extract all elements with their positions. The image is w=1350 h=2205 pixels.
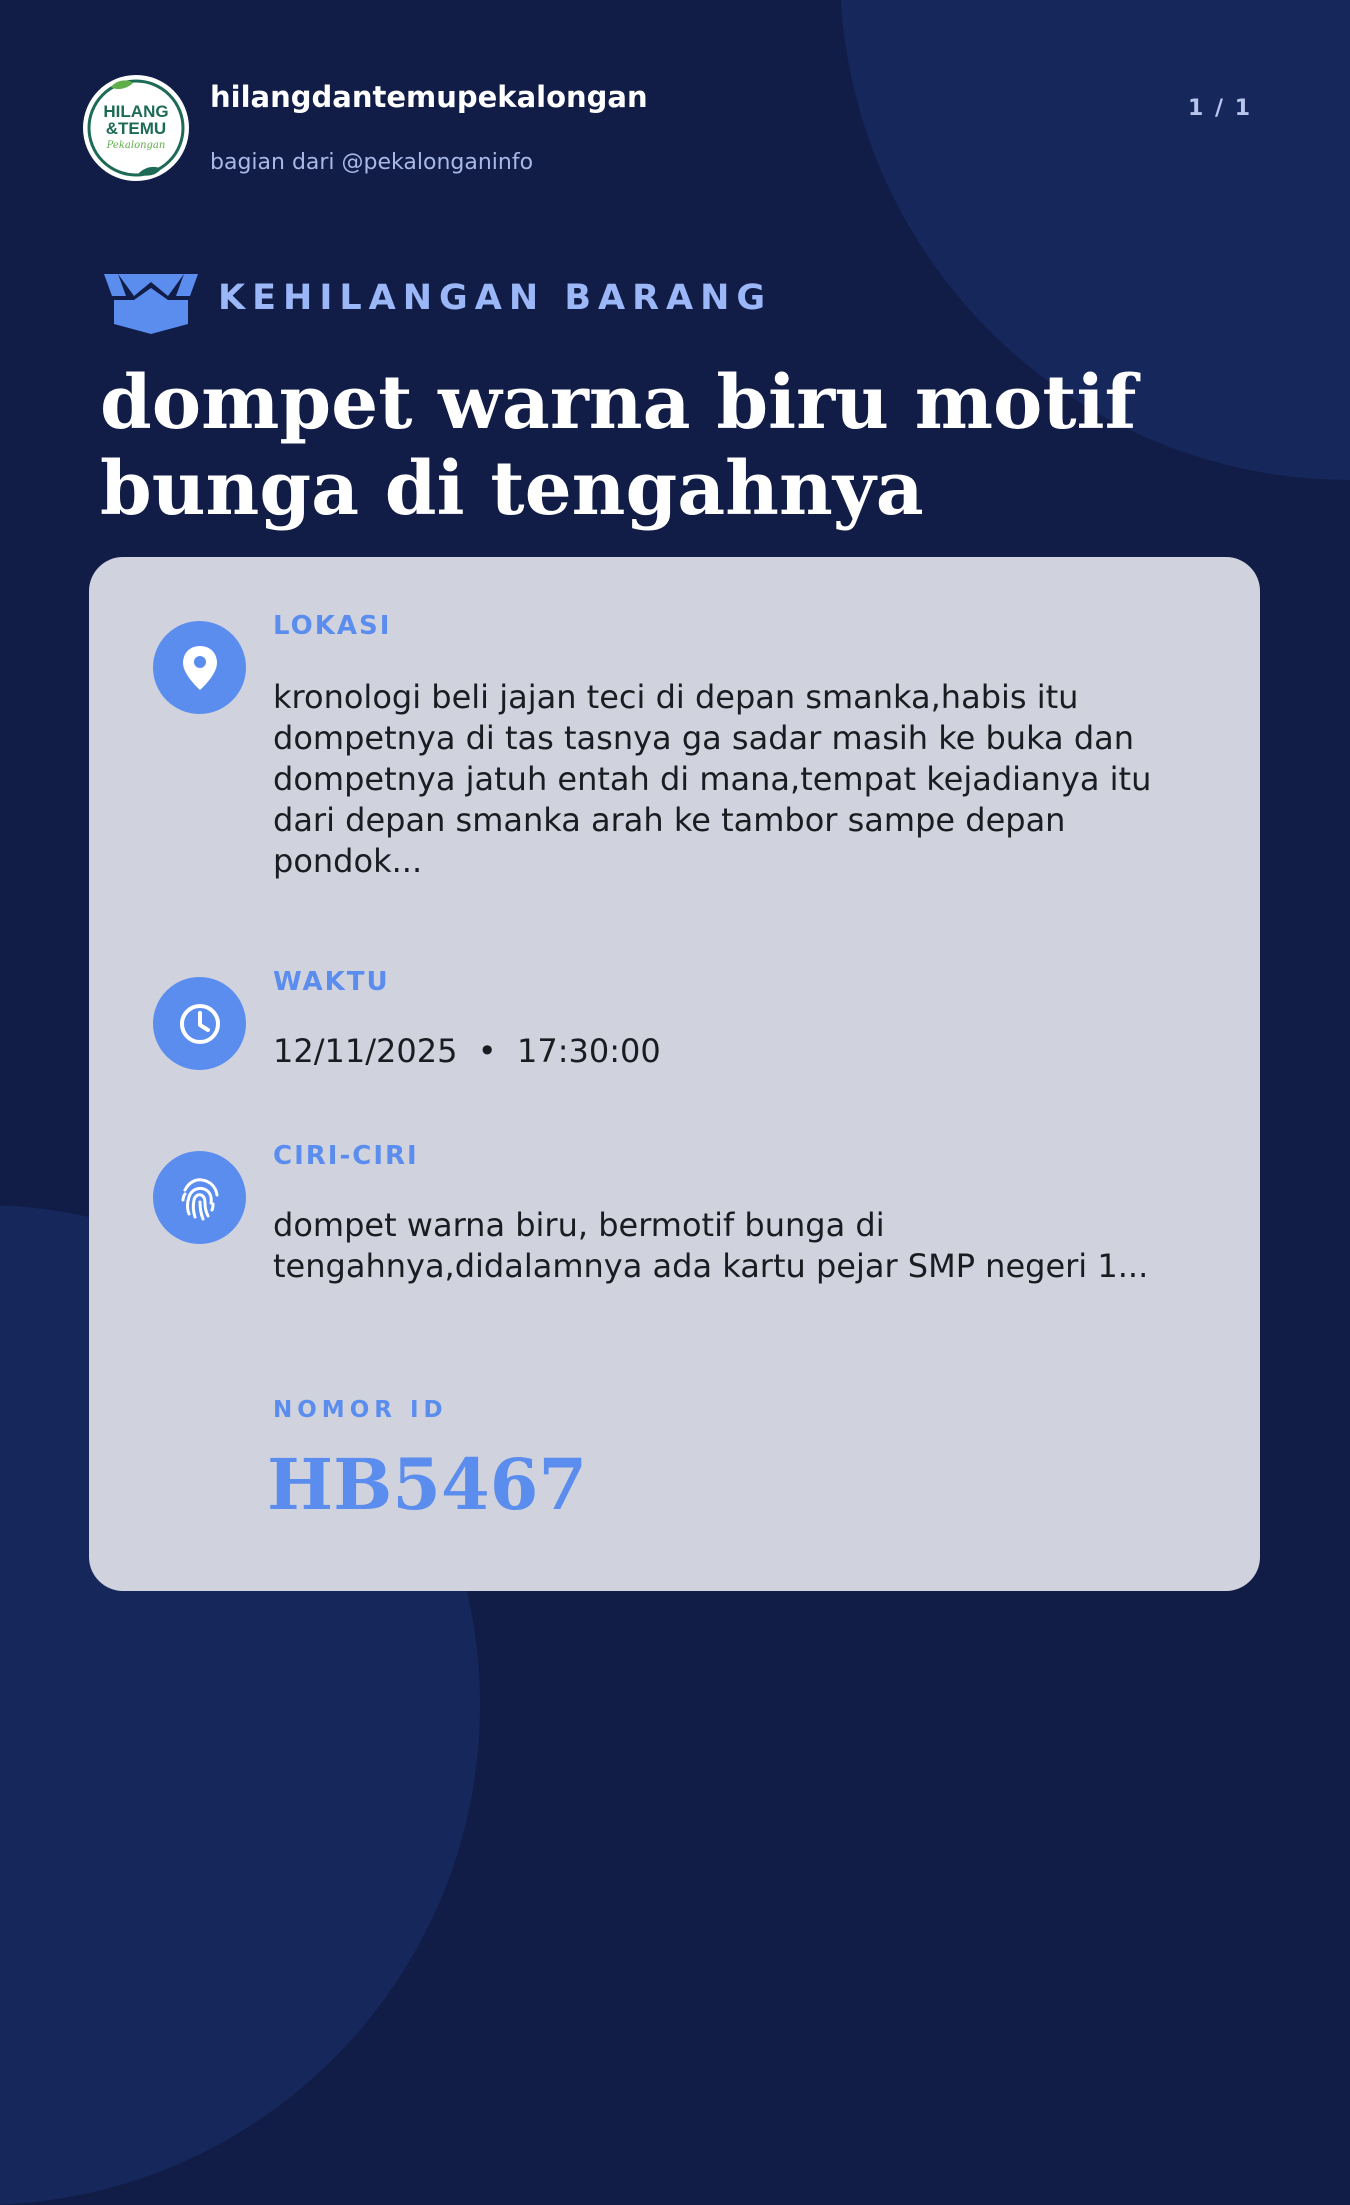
account-subtitle: bagian dari @pekalonganinfo	[210, 150, 534, 175]
id-label: NOMOR ID	[273, 1397, 448, 1423]
location-label: LOKASI	[273, 611, 392, 641]
account-logo[interactable]	[83, 75, 189, 181]
details-card	[89, 557, 1260, 1591]
page-indicator: 1 / 1	[1188, 96, 1252, 121]
time-label: WAKTU	[273, 967, 390, 997]
account-handle[interactable]: hilangdantemupekalongan	[210, 80, 648, 114]
logo-text-temu: &TEMU	[105, 119, 167, 138]
logo-text-pekalongan: Pekalongan	[106, 140, 166, 151]
location-value: kronologi beli jajan teci di depan smanka,habis itu dompetnya di tas tasnya ga sadar masih ke buka dan dompetnya jatuh entah di mana,tempat kejadianya itu dari depan smanka arah ke tambor sampe depan pondok...	[273, 678, 1152, 880]
clock-icon	[153, 977, 246, 1070]
time-value: 12/11/2025 • 17:30:00	[273, 1032, 661, 1070]
logo-text-hilang: HILANG	[103, 102, 169, 121]
category-label: KEHILANGAN BARANG	[218, 278, 773, 318]
features-label: CIRI-CIRI	[273, 1141, 419, 1171]
features-value: dompet warna biru, bermotif bunga di tengahnya,didalamnya ada kartu pejar SMP negeri 1...	[273, 1206, 1149, 1285]
item-title: dompet warna biru motif bunga di tengahnya	[100, 360, 1137, 532]
fingerprint-icon	[153, 1151, 246, 1244]
id-value: HB5467	[267, 1443, 588, 1526]
map-pin-icon	[153, 621, 246, 714]
open-box-icon	[104, 266, 198, 340]
